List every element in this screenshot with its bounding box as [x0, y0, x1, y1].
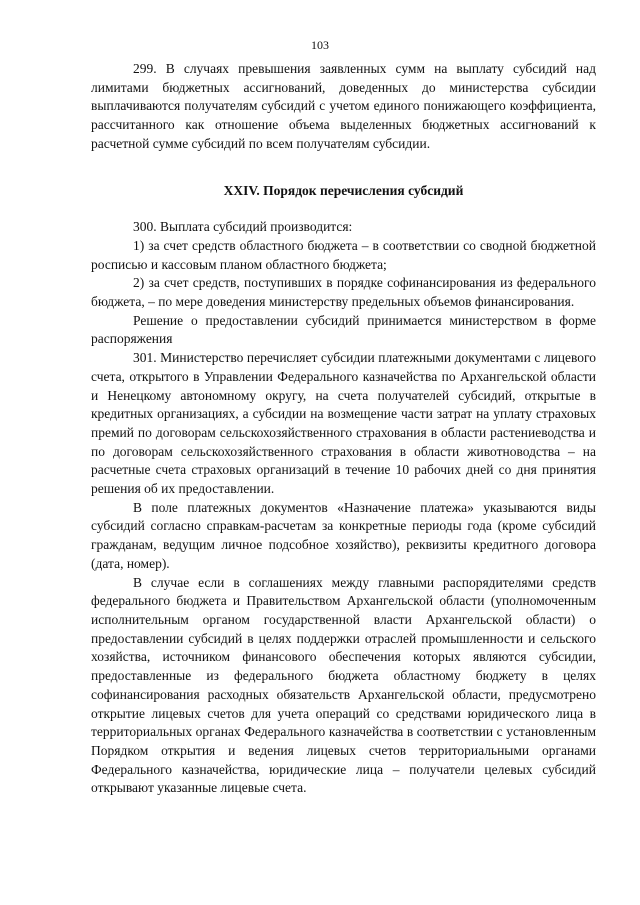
paragraph-decision: Решение о предоставлении субсидий принимается министерством в форме распоряжения [91, 312, 596, 347]
paragraph-personal-accounts: В случае если в соглашениях между главными распорядителями средств федерального бюджета и Правительством Архангельской области (уполномоченным исполнительным органом государственной власти Архангельской области) о предоставлении субсидий в целях поддержки отраслей промышленности и сельского хозяйства, источником финансового обеспечения которых являются субсидии, предоставленные из федерального бюджета областному бюджету в целях софинансирования расходных обязательств Архангельской области, предусмотрено открытие лицевых счетов для учета операций со средствами юридического лица в территориальных органах Федерального казначейства в соответствии с установленным Порядком открытия и ведения лицевых счетов территориальными органами Федерального казначейства, юридические лица – получатели целевых субсидий открывают указанные лицевые счета. [91, 574, 596, 796]
paragraph-300: 300. Выплата субсидий производится: [133, 219, 353, 235]
page-number: 103 [311, 38, 329, 52]
paragraph-payment-purpose: В поле платежных документов «Назначение платежа» указываются виды субсидий согласно справкам-расчетам за конкретные периоды года (кроме субсидий гражданам, ведущим личное подсобное хозяйство), реквизиты кредитного договора (дата, номер). [91, 499, 596, 571]
paragraph-299: 299. В случаях превышения заявленных сумм на выплату субсидий над лимитами бюджетных ассигнований, доведенных до министерства субсидии выплачиваются получателям субсидий с учетом единого понижающего коэффициента, рассчитанного как отношение объема выделенных бюджетных ассигнований к расчетной сумме субсидий по всем получателям субсидии. [91, 61, 596, 151]
paragraph-300-item-2: 2) за счет средств, поступивших в порядке софинансирования из федерального бюджета, – по мере доведения министерству предельных объемов финансирования. [91, 275, 596, 310]
paragraph-300-item-1: 1) за счет средств областного бюджета – в соответствии со сводной бюджетной росписью и кассовым планом областного бюджета; [91, 237, 596, 272]
paragraph-301: 301. Министерство перечисляет субсидии платежными документами с лицевого счета, открытого в Управлении Федерального казначейства по Архангельской области и Ненецкому автономному округу, на счета получателей субсидий, открытые в кредитных организациях, а субсидии на возмещение части затрат на уплату страховых премий по договорам сельскохозяйственного страхования в области растениеводства и по договорам сельскохозяйственного страхования в области животноводства – на расчетные счета страховых организаций в течение 10 рабочих дней со дня принятия решения об их предоставлении. [91, 350, 596, 497]
document-body [91, 60, 596, 798]
section-heading: XXIV. Порядок перечисления субсидий [223, 182, 464, 198]
